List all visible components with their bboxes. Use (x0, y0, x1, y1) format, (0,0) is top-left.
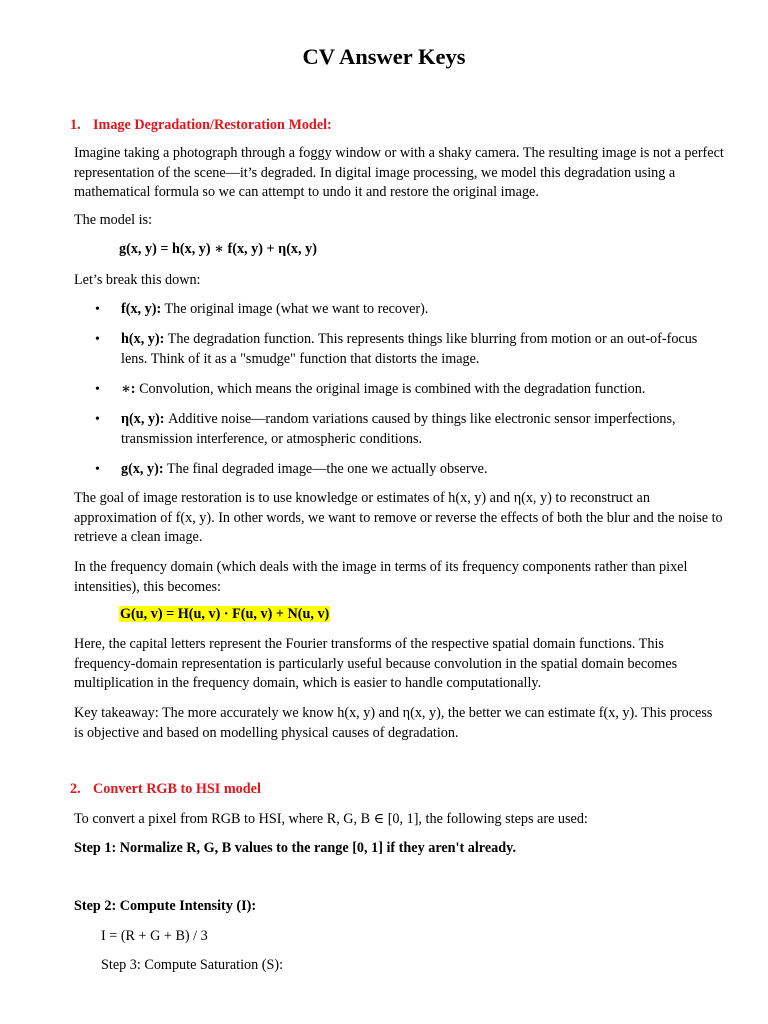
bullet-dot-icon: • (95, 302, 100, 317)
step-3-text: Step 3: Compute Saturation (S): (101, 957, 284, 973)
bullet-term: η(x, y): (121, 411, 165, 427)
step-1-text: Step 1: Normalize R, G, B values to the range [0, 1] if they aren't already. (74, 840, 516, 856)
section-1-heading (70, 117, 332, 134)
bullet-item-g (95, 460, 720, 480)
frequency-explanation: Here, the capital letters represent the Fourier transforms of the respective spatial domain functions. This frequency-domain representation is particularly useful because convolution in the spatial domain becomes multiplication in the frequency domain, which is easier to handle computationally. (74, 636, 678, 691)
bullet-term: f(x, y): (121, 301, 162, 317)
intensity-formula: I = (R + G + B) / 3 (101, 928, 208, 944)
section-2-title: Convert RGB to HSI model (93, 781, 261, 797)
bullet-item-h (95, 330, 720, 369)
frequency-domain-intro: In the frequency domain (which deals with the image in terms of its frequency components rather than pixel intensities), this becomes: (74, 559, 688, 595)
bullet-dot-icon: • (95, 412, 100, 427)
key-takeaway-text: Key takeaway: The more accurately we know h(x, y) and η(x, y), the better we can estimate f(x, y). This process is objective and based on modelling physical causes of degradation. (74, 705, 713, 741)
bullet-dot-icon: • (95, 332, 100, 347)
section-1-number: 1. (70, 117, 81, 133)
section-2-number: 2. (70, 781, 81, 797)
frequency-equation-highlight: G(u, v) = H(u, v) · F(u, v) + N(u, v) (120, 606, 330, 622)
step-2-text: Step 2: Compute Intensity (I): (74, 898, 257, 914)
bullet-description: Convolution, which means the original image is combined with the degradation function. (135, 381, 646, 397)
frequency-equation (119, 606, 330, 623)
model-is-text: The model is: (74, 212, 153, 228)
bullet-term: ∗: (121, 381, 136, 397)
restoration-goal-text: The goal of image restoration is to use knowledge or estimates of h(x, y) and η(x, y) to reconstruct an approximation of f(x, y). In other words, we want to remove or reverse the effects of both the blur and the noise to retrieve a clean image. (74, 490, 723, 545)
bullet-item-f (95, 300, 720, 320)
document-title: CV Answer Keys (302, 44, 466, 69)
bullet-description: Additive noise—random variations caused by things like electronic sensor imperfections, transmission interference, or atmospheric conditions. (121, 411, 676, 447)
section-2-heading (70, 781, 261, 798)
degradation-equation: g(x, y) = h(x, y) ∗ f(x, y) + η(x, y) (119, 241, 317, 257)
section-1-title: Image Degradation/Restoration Model: (93, 117, 332, 133)
section-1-intro: Imagine taking a photograph through a foggy window or with a shaky camera. The resulting image is not a perfect representation of the scene—it’s degraded. In digital image processing, we model this degradation using a mathematical formula so we can attempt to undo it and restore the original image. (74, 145, 724, 200)
break-down-text: Let’s break this down: (74, 272, 201, 288)
bullet-description: The final degraded image—the one we actually observe. (163, 461, 488, 477)
bullet-dot-icon: • (95, 382, 100, 397)
bullet-description: The degradation function. This represents things like blurring from motion or an out-of-focus lens. Think of it as a "smudge" function that distorts the image. (121, 331, 698, 367)
bullet-item-noise (95, 410, 720, 449)
section-2-intro: To convert a pixel from RGB to HSI, where R, G, B ∈ [0, 1], the following steps are used: (74, 811, 588, 827)
bullet-description: The original image (what we want to recover). (161, 301, 429, 317)
bullet-dot-icon: • (95, 462, 100, 477)
bullet-item-convolution (95, 380, 720, 400)
bullet-term: g(x, y): (121, 461, 164, 477)
bullet-term: h(x, y): (121, 331, 165, 347)
